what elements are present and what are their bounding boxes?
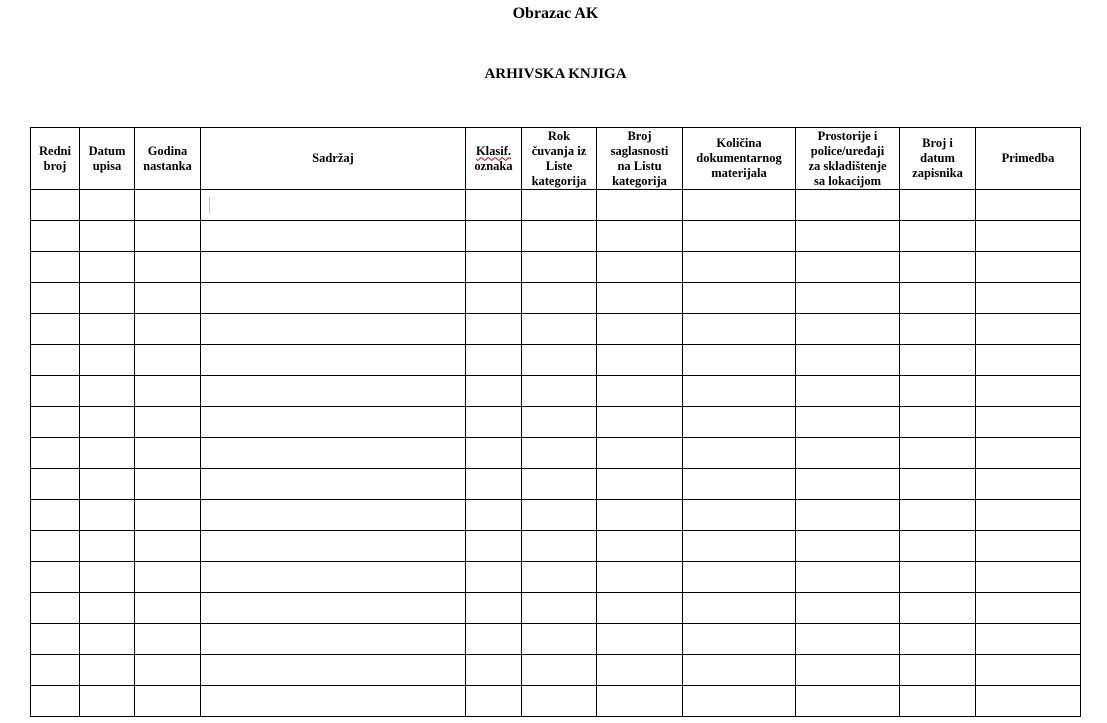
table-cell-godina-nastanka[interactable] [135,593,201,624]
table-cell-klasif-oznaka[interactable] [466,190,522,221]
table-cell-broj-datum-zapisnika[interactable] [900,345,976,376]
table-cell-redni-broj[interactable] [31,345,80,376]
table-cell-datum-upisa[interactable] [80,283,135,314]
table-row [31,283,1081,314]
table-cell-godina-nastanka[interactable] [135,469,201,500]
table-cell-prostorije[interactable] [796,655,900,686]
table-cell-godina-nastanka[interactable] [135,562,201,593]
table-cell-klasif-oznaka[interactable] [466,314,522,345]
table-cell-sadrzaj[interactable] [201,438,466,469]
table-cell-kolicina[interactable] [683,283,796,314]
table-cell-primedba[interactable] [976,562,1081,593]
table-cell-prostorije[interactable] [796,252,900,283]
table-row [31,562,1081,593]
table-cell-redni-broj[interactable] [31,562,80,593]
table-cell-primedba[interactable] [976,500,1081,531]
table-cell-rok-cuvanja[interactable] [522,314,597,345]
table-cell-rok-cuvanja[interactable] [522,655,597,686]
table-cell-rok-cuvanja[interactable] [522,469,597,500]
table-cell-prostorije[interactable] [796,686,900,717]
table-cell-sadrzaj[interactable] [201,593,466,624]
table-cell-broj-saglasnosti[interactable] [597,624,683,655]
table-cell-broj-datum-zapisnika[interactable] [900,593,976,624]
table-body [31,190,1081,717]
table-cell-kolicina[interactable] [683,500,796,531]
table-cell-klasif-oznaka[interactable] [466,221,522,252]
form-label: Obrazac AK [512,5,599,22]
table-cell-redni-broj[interactable] [31,438,80,469]
table-cell-primedba[interactable] [976,624,1081,655]
table-cell-broj-datum-zapisnika[interactable] [900,438,976,469]
table-cell-primedba[interactable] [976,190,1081,221]
table-cell-prostorije[interactable] [796,407,900,438]
table-cell-broj-saglasnosti[interactable] [597,345,683,376]
table-cell-klasif-oznaka[interactable] [466,283,522,314]
table-cell-sadrzaj[interactable] [201,252,466,283]
table-cell-kolicina[interactable] [683,593,796,624]
table-cell-rok-cuvanja[interactable] [522,562,597,593]
col-header-rok-cuvanja: Rok čuvanja iz Liste kategorija [522,128,597,190]
table-cell-datum-upisa[interactable] [80,500,135,531]
table-cell-sadrzaj[interactable] [201,314,466,345]
table-cell-sadrzaj[interactable] [201,686,466,717]
col-header-prostorije: Prostorije i police/uređaji za skladištenje sa lokacijom [796,128,900,190]
table-cell-datum-upisa[interactable] [80,469,135,500]
table-cell-rok-cuvanja[interactable] [522,438,597,469]
table-row [31,438,1081,469]
header-row [31,128,1081,190]
table-cell-redni-broj[interactable] [31,500,80,531]
table-cell-broj-saglasnosti[interactable] [597,407,683,438]
table-cell-redni-broj[interactable] [31,190,80,221]
table-cell-godina-nastanka[interactable] [135,624,201,655]
col-header-klasif-oznaka: Klasif. oznaka [466,128,522,190]
table-cell-broj-saglasnosti[interactable] [597,686,683,717]
table-cell-prostorije[interactable] [796,624,900,655]
table-cell-broj-datum-zapisnika[interactable] [900,655,976,686]
table-cell-godina-nastanka[interactable] [135,500,201,531]
col-header-redni-broj: Redni broj [31,128,80,190]
table-cell-sadrzaj[interactable] [201,562,466,593]
archive-book-table [30,127,1081,717]
table-cell-broj-datum-zapisnika[interactable] [900,624,976,655]
table-row [31,686,1081,717]
table-cell-broj-datum-zapisnika[interactable] [900,252,976,283]
table-cell-broj-datum-zapisnika[interactable] [900,376,976,407]
table-cell-redni-broj[interactable] [31,531,80,562]
table-cell-klasif-oznaka[interactable] [466,562,522,593]
col-header-primedba: Primedba [976,128,1081,190]
table-cell-kolicina[interactable] [683,252,796,283]
table-cell-kolicina[interactable] [683,190,796,221]
col-header-datum-upisa: Datum upisa [80,128,135,190]
table-cell-kolicina[interactable] [683,407,796,438]
table-cell-primedba[interactable] [976,593,1081,624]
table-cell-sadrzaj[interactable] [201,407,466,438]
table-cell-datum-upisa[interactable] [80,376,135,407]
table-cell-redni-broj[interactable] [31,314,80,345]
table-cell-redni-broj[interactable] [31,252,80,283]
table-cell-datum-upisa[interactable] [80,624,135,655]
table-cell-kolicina[interactable] [683,655,796,686]
table-cell-broj-datum-zapisnika[interactable] [900,190,976,221]
table-row [31,593,1081,624]
table-cell-klasif-oznaka[interactable] [466,500,522,531]
table-cell-godina-nastanka[interactable] [135,655,201,686]
document-title: ARHIVSKA KNJIGA [484,66,627,82]
table-row [31,376,1081,407]
table-cell-kolicina[interactable] [683,221,796,252]
table-row [31,190,1081,221]
table-cell-primedba[interactable] [976,221,1081,252]
table-cell-sadrzaj[interactable] [201,500,466,531]
table-cell-prostorije[interactable] [796,283,900,314]
table-cell-primedba[interactable] [976,531,1081,562]
table-row [31,221,1081,252]
table-cell-primedba[interactable] [976,407,1081,438]
table-cell-klasif-oznaka[interactable] [466,252,522,283]
table-cell-datum-upisa[interactable] [80,190,135,221]
table-cell-klasif-oznaka[interactable] [466,469,522,500]
table-cell-kolicina[interactable] [683,345,796,376]
table-cell-redni-broj[interactable] [31,593,80,624]
table-cell-broj-saglasnosti[interactable] [597,376,683,407]
table-cell-kolicina[interactable] [683,376,796,407]
table-cell-klasif-oznaka[interactable] [466,376,522,407]
table-cell-godina-nastanka[interactable] [135,407,201,438]
table-cell-sadrzaj[interactable] [201,624,466,655]
spellcheck-underline: Klasif. [475,143,512,158]
table-row [31,252,1081,283]
table-cell-broj-saglasnosti[interactable] [597,469,683,500]
table-cell-godina-nastanka[interactable] [135,438,201,469]
table-cell-klasif-oznaka[interactable] [466,531,522,562]
table-cell-kolicina[interactable] [683,438,796,469]
table-cell-sadrzaj[interactable] [201,469,466,500]
table-cell-broj-saglasnosti[interactable] [597,655,683,686]
table-cell-godina-nastanka[interactable] [135,252,201,283]
table-cell-datum-upisa[interactable] [80,655,135,686]
table-cell-broj-saglasnosti[interactable] [597,500,683,531]
table-cell-redni-broj[interactable] [31,283,80,314]
table-cell-prostorije[interactable] [796,500,900,531]
col-header-kolicina: Količina dokumentarnog materijala [683,128,796,190]
table-cell-datum-upisa[interactable] [80,562,135,593]
table-cell-kolicina[interactable] [683,469,796,500]
table-cell-datum-upisa[interactable] [80,345,135,376]
table-row [31,624,1081,655]
table-cell-rok-cuvanja[interactable] [522,345,597,376]
table-cell-datum-upisa[interactable] [80,593,135,624]
table-cell-datum-upisa[interactable] [80,686,135,717]
table-cell-prostorije[interactable] [796,345,900,376]
table-cell-prostorije[interactable] [796,190,900,221]
table-cell-broj-saglasnosti[interactable] [597,190,683,221]
table-cell-rok-cuvanja[interactable] [522,593,597,624]
table-row [31,345,1081,376]
table-cell-primedba[interactable] [976,438,1081,469]
table-row [31,500,1081,531]
table-row [31,469,1081,500]
table-cell-broj-datum-zapisnika[interactable] [900,562,976,593]
table-cell-klasif-oznaka[interactable] [466,686,522,717]
table-cell-prostorije[interactable] [796,376,900,407]
table-cell-rok-cuvanja[interactable] [522,221,597,252]
table-cell-datum-upisa[interactable] [80,314,135,345]
table-row [31,655,1081,686]
table-cell-broj-saglasnosti[interactable] [597,562,683,593]
table-cell-rok-cuvanja[interactable] [522,686,597,717]
col-header-broj-datum-zapisnika: Broj i datum zapisnika [900,128,976,190]
table-cell-rok-cuvanja[interactable] [522,531,597,562]
table-cell-kolicina[interactable] [683,314,796,345]
table-cell-datum-upisa[interactable] [80,407,135,438]
table-cell-klasif-oznaka[interactable] [466,624,522,655]
table-cell-primedba[interactable] [976,655,1081,686]
table-cell-redni-broj[interactable] [31,221,80,252]
table-cell-rok-cuvanja[interactable] [522,283,597,314]
table-cell-godina-nastanka[interactable] [135,221,201,252]
table-cell-primedba[interactable] [976,252,1081,283]
table-cell-kolicina[interactable] [683,686,796,717]
table-cell-datum-upisa[interactable] [80,438,135,469]
table-cell-broj-saglasnosti[interactable] [597,438,683,469]
table-row [31,407,1081,438]
table-cell-primedba[interactable] [976,314,1081,345]
table-cell-redni-broj[interactable] [31,376,80,407]
table-cell-redni-broj[interactable] [31,655,80,686]
table-cell-broj-saglasnosti[interactable] [597,252,683,283]
table-cell-broj-saglasnosti[interactable] [597,531,683,562]
col-header-broj-saglasnosti: Broj saglasnosti na Listu kategorija [597,128,683,190]
table-cell-prostorije[interactable] [796,562,900,593]
table-cell-klasif-oznaka[interactable] [466,593,522,624]
table-cell-broj-datum-zapisnika[interactable] [900,407,976,438]
table-cell-redni-broj[interactable] [31,686,80,717]
table-cell-klasif-oznaka[interactable] [466,438,522,469]
col-header-sadrzaj: Sadržaj [201,128,466,190]
table-cell-godina-nastanka[interactable] [135,686,201,717]
table-cell-broj-datum-zapisnika[interactable] [900,469,976,500]
table-cell-klasif-oznaka[interactable] [466,655,522,686]
table-cell-broj-datum-zapisnika[interactable] [900,221,976,252]
table-cell-sadrzaj[interactable] [201,283,466,314]
table-cell-broj-saglasnosti[interactable] [597,593,683,624]
table-cell-broj-datum-zapisnika[interactable] [900,686,976,717]
table-cell-sadrzaj[interactable] [201,345,466,376]
table-cell-sadrzaj[interactable] [201,221,466,252]
table-cell-prostorije[interactable] [796,531,900,562]
table-cell-broj-saglasnosti[interactable] [597,221,683,252]
table-cell-broj-datum-zapisnika[interactable] [900,500,976,531]
table-cell-datum-upisa[interactable] [80,531,135,562]
table-cell-rok-cuvanja[interactable] [522,624,597,655]
table-cell-primedba[interactable] [976,345,1081,376]
table-cell-rok-cuvanja[interactable] [522,376,597,407]
table-cell-godina-nastanka[interactable] [135,345,201,376]
table-cell-primedba[interactable] [976,686,1081,717]
table-cell-sadrzaj[interactable] [201,531,466,562]
table-row [31,531,1081,562]
table-cell-broj-saglasnosti[interactable] [597,283,683,314]
text-cursor [209,197,210,213]
table-cell-klasif-oznaka[interactable] [466,345,522,376]
table-cell-godina-nastanka[interactable] [135,314,201,345]
table-cell-godina-nastanka[interactable] [135,190,201,221]
table-cell-klasif-oznaka[interactable] [466,407,522,438]
table-cell-broj-datum-zapisnika[interactable] [900,314,976,345]
table-cell-broj-datum-zapisnika[interactable] [900,531,976,562]
table-cell-rok-cuvanja[interactable] [522,500,597,531]
table-cell-primedba[interactable] [976,376,1081,407]
table-cell-prostorije[interactable] [796,438,900,469]
table-cell-sadrzaj[interactable] [201,190,466,221]
table-cell-broj-saglasnosti[interactable] [597,314,683,345]
table-cell-redni-broj[interactable] [31,407,80,438]
table-cell-sadrzaj[interactable] [201,655,466,686]
table-cell-prostorije[interactable] [796,221,900,252]
table-cell-godina-nastanka[interactable] [135,531,201,562]
table-cell-redni-broj[interactable] [31,469,80,500]
col-header-godina-nastanka: Godina nastanka [135,128,201,190]
table-cell-godina-nastanka[interactable] [135,283,201,314]
table-cell-primedba[interactable] [976,469,1081,500]
table-cell-kolicina[interactable] [683,562,796,593]
table-cell-kolicina[interactable] [683,531,796,562]
table-cell-rok-cuvanja[interactable] [522,252,597,283]
table-cell-prostorije[interactable] [796,314,900,345]
table-cell-primedba[interactable] [976,283,1081,314]
table-cell-prostorije[interactable] [796,469,900,500]
table-cell-rok-cuvanja[interactable] [522,190,597,221]
table-cell-rok-cuvanja[interactable] [522,407,597,438]
table-row [31,314,1081,345]
table-cell-redni-broj[interactable] [31,624,80,655]
table-cell-godina-nastanka[interactable] [135,376,201,407]
table-cell-kolicina[interactable] [683,624,796,655]
table-cell-datum-upisa[interactable] [80,221,135,252]
table-cell-broj-datum-zapisnika[interactable] [900,283,976,314]
table-cell-prostorije[interactable] [796,593,900,624]
table-cell-datum-upisa[interactable] [80,252,135,283]
table-cell-sadrzaj[interactable] [201,376,466,407]
